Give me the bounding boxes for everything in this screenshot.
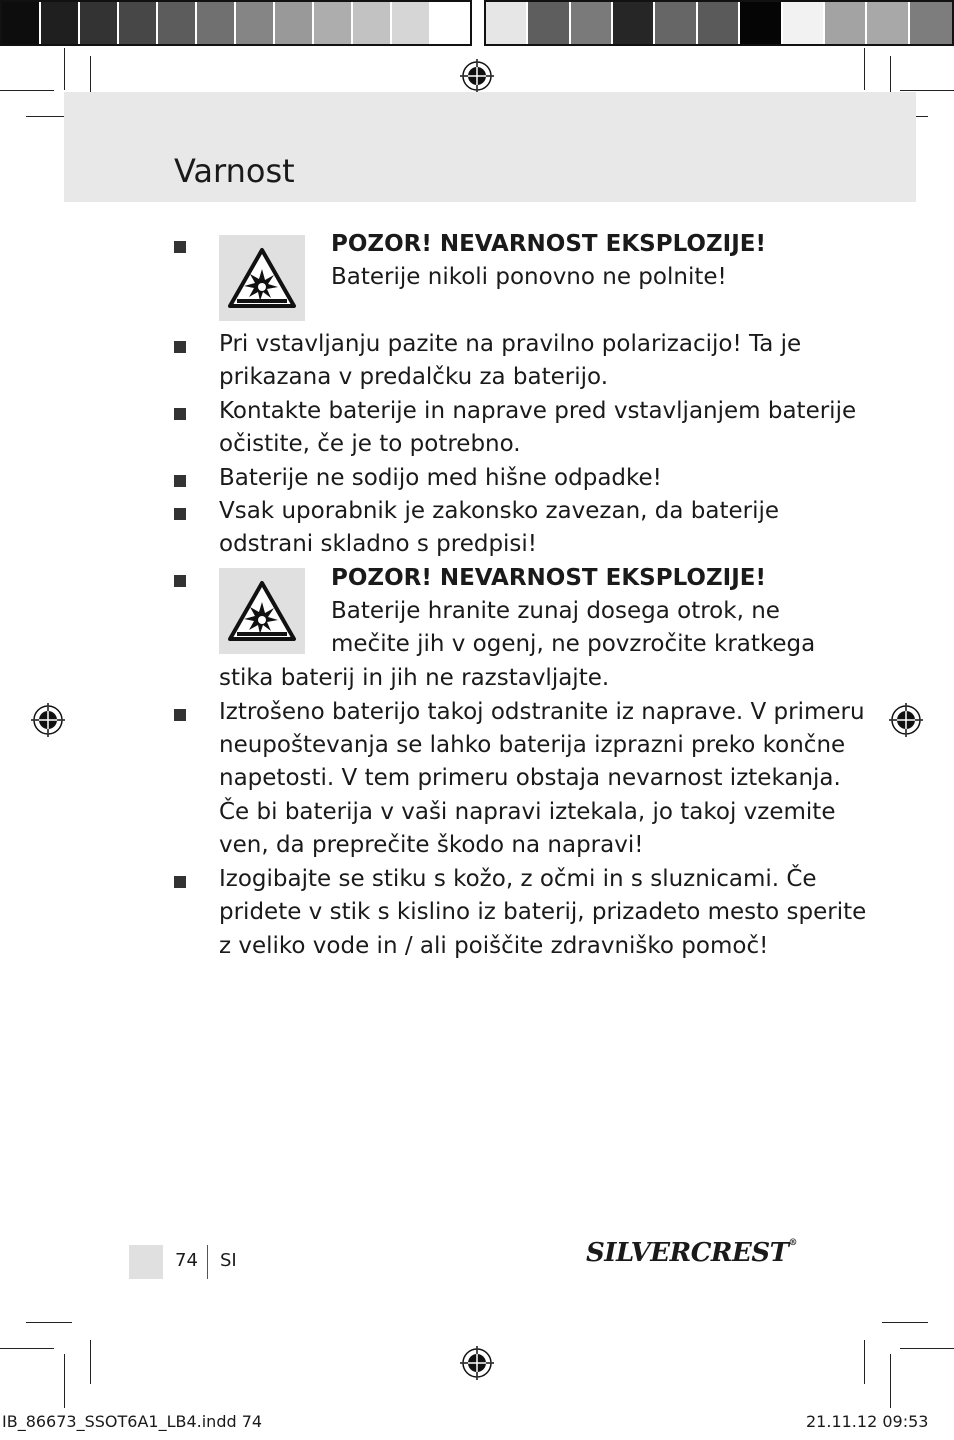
color-swatch	[197, 2, 236, 44]
color-swatch	[158, 2, 197, 44]
item-text-line: Izogibajte se stiku s kožo, z očmi in s sluznicami. Če	[219, 866, 817, 892]
registration-mark-icon	[460, 1346, 494, 1380]
color-swatch	[353, 2, 392, 44]
color-swatch	[740, 2, 782, 44]
footer-divider	[207, 1245, 208, 1279]
crop-mark	[0, 1348, 54, 1349]
color-swatch	[571, 2, 613, 44]
color-swatch	[236, 2, 275, 44]
item-text-line: ven, da preprečite škodo na napravi!	[219, 832, 644, 858]
footer-marker	[129, 1245, 163, 1279]
item-text-line: napetosti. V tem primeru obstaja nevarnost iztekanja.	[219, 765, 841, 791]
explosion-warning-icon	[227, 247, 297, 309]
warning-symbol	[219, 235, 305, 321]
language-code: SI	[220, 1250, 237, 1271]
explosion-warning-icon	[227, 580, 297, 642]
color-bar-left	[0, 0, 472, 46]
color-swatch	[431, 2, 470, 44]
brand-logo	[586, 1238, 797, 1268]
bullet-icon	[174, 341, 186, 353]
crop-mark	[64, 48, 65, 90]
color-swatch	[655, 2, 697, 44]
print-slug-file: IB_86673_SSOT6A1_LB4.indd 74	[2, 1412, 263, 1431]
registration-mark-icon	[460, 59, 494, 93]
brand-name: SILVERCREST	[586, 1238, 789, 1268]
page-title: Varnost	[174, 152, 295, 190]
item-text-line: Baterije ne sodijo med hišne odpadke!	[219, 465, 662, 491]
color-swatch	[392, 2, 431, 44]
crop-mark	[64, 1354, 65, 1408]
item-text-line: neupoštevanja se lahko baterija izprazni preko končne	[219, 732, 846, 758]
color-swatch	[783, 2, 825, 44]
item-text-line: mečite jih v ogenj, ne povzročite kratkega	[331, 631, 816, 657]
warning-heading: POZOR! NEVARNOST EKSPLOZIJE!	[331, 231, 766, 257]
color-swatch	[119, 2, 158, 44]
color-swatch	[910, 2, 952, 44]
bullet-icon	[174, 575, 186, 587]
bullet-icon	[174, 475, 186, 487]
registration-mark-icon	[31, 703, 65, 737]
bullet-icon	[174, 876, 186, 888]
item-text-line: očistite, če je to potrebno.	[219, 431, 521, 457]
crop-mark	[900, 90, 954, 91]
crop-mark	[26, 1322, 72, 1323]
bullet-icon	[174, 408, 186, 420]
warning-heading: POZOR! NEVARNOST EKSPLOZIJE!	[331, 565, 766, 591]
warning-symbol	[219, 568, 305, 654]
crop-mark	[900, 1348, 954, 1349]
color-swatch	[486, 2, 528, 44]
color-swatch	[867, 2, 909, 44]
color-swatch	[698, 2, 740, 44]
item-text-line: Baterije nikoli ponovno ne polnite!	[331, 264, 727, 290]
crop-mark	[882, 1322, 928, 1323]
item-text-line: Kontakte baterije in naprave pred vstavljanjem baterije	[219, 398, 857, 424]
item-text-line: prikazana v predalčku za baterijo.	[219, 364, 609, 390]
item-text-line: Če bi baterija v vaši napravi iztekala, jo takoj vzemite	[219, 799, 836, 825]
page-number: 74	[175, 1250, 198, 1271]
item-text-line: z veliko vode in / ali poiščite zdravniško pomoč!	[219, 933, 769, 959]
color-swatch	[2, 2, 41, 44]
item-text-line: odstrani skladno s predpisi!	[219, 531, 538, 557]
crop-mark	[864, 1340, 865, 1384]
crop-mark	[864, 48, 865, 90]
crop-mark	[890, 1354, 891, 1408]
crop-mark	[90, 1340, 91, 1384]
bullet-icon	[174, 241, 186, 253]
color-swatch	[613, 2, 655, 44]
color-swatch	[314, 2, 353, 44]
bullet-icon	[174, 709, 186, 721]
item-text-line: Baterije hranite zunaj dosega otrok, ne	[331, 598, 780, 624]
item-text-line: Iztrošeno baterijo takoj odstranite iz naprave. V primeru	[219, 699, 865, 725]
color-swatch	[41, 2, 80, 44]
item-text-line: pridete v stik s kislino iz baterij, prizadeto mesto sperite	[219, 899, 867, 925]
registration-mark-icon	[889, 703, 923, 737]
bullet-icon	[174, 508, 186, 520]
color-swatch	[80, 2, 119, 44]
item-text-line: Vsak uporabnik je zakonsko zavezan, da baterije	[219, 498, 780, 524]
item-text-line: stika baterij in jih ne razstavljajte.	[219, 665, 610, 691]
item-text-line: Pri vstavljanju pazite na pravilno polarizacijo! Ta je	[219, 331, 802, 357]
color-swatch	[528, 2, 570, 44]
registered-mark: ®	[788, 1238, 797, 1248]
color-bar-right	[484, 0, 954, 46]
color-swatch	[825, 2, 867, 44]
crop-mark	[0, 90, 54, 91]
print-slug-date: 21.11.12 09:53	[806, 1412, 929, 1431]
color-swatch	[275, 2, 314, 44]
